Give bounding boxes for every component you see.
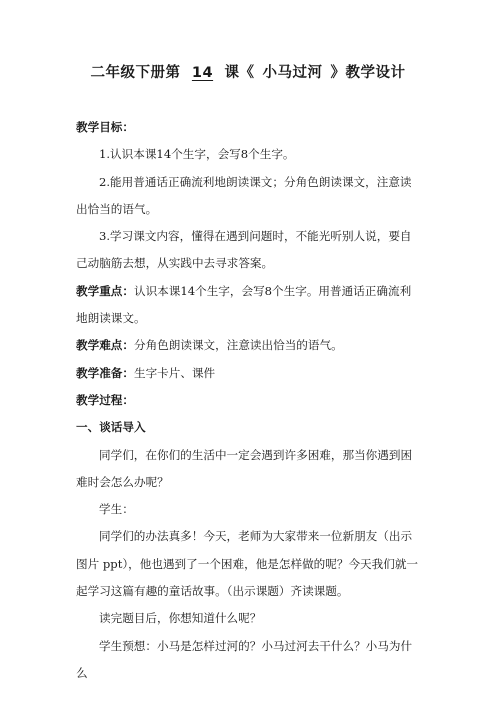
- process-heading: 教学过程：: [76, 392, 134, 407]
- title-lesson-number: 14: [191, 65, 214, 81]
- key-points-text: 认识本课14个生字，会写8个生字。用普通话正确流利地朗读课文。: [76, 283, 412, 326]
- section1-paragraph-1: 同学们，在你们的生活中一定会遇到许多困难，那当你遇到困难时会怎么办呢？: [76, 447, 413, 489]
- objective-item-3: 3.学习课文内容，懂得在遇到问题时，不能光听别人说，要自己动脑筋去想，从实践中去寻求答案。: [76, 229, 412, 271]
- preparation: [76, 360, 420, 387]
- difficulties-label: 教学难点：: [76, 338, 134, 353]
- title-lesson-name: 小马过河: [262, 65, 323, 81]
- title-middle: 课《: [224, 65, 255, 81]
- difficulties: [76, 332, 420, 359]
- title-prefix: 二年级下册第: [90, 65, 181, 81]
- document-body: [76, 114, 420, 687]
- section1-heading: 一、谈话导入: [76, 420, 146, 435]
- section1-paragraph-4: 读完题目后，你想知道什么呢？: [99, 611, 262, 626]
- section1-paragraph-2: 学生：: [99, 502, 134, 517]
- key-points-label: 教学重点：: [76, 283, 134, 298]
- title-suffix: 》教学设计: [330, 65, 406, 81]
- section1-paragraph-5: 学生预想：小马是怎样过河的？小马过河去干什么？小马为什么: [76, 638, 413, 680]
- preparation-label: 教学准备：: [76, 365, 134, 380]
- difficulties-text: 分角色朗读课文，注意读出恰当的语气。: [133, 338, 343, 353]
- objective-item-2: 2.能用普通话正确流利地朗读课文；分角色朗读课文，注意读出恰当的语气。: [76, 174, 412, 216]
- preparation-text: 生字卡片、课件: [133, 365, 216, 380]
- objective-item-1: 1.认识本课14个生字，会写8个生字。: [99, 147, 295, 162]
- key-points: [76, 278, 420, 333]
- section1-paragraph-3: 同学们的办法真多！今天，老师为大家带来一位新朋友（出示图片 ppt），他也遇到了一个困难，他是怎样做的呢？今天我们就一起学习这篇有趣的童话故事。（出示课题）齐读课题。: [76, 529, 419, 599]
- document-title: [0, 63, 496, 83]
- objectives-heading: 教学目标：: [76, 120, 134, 134]
